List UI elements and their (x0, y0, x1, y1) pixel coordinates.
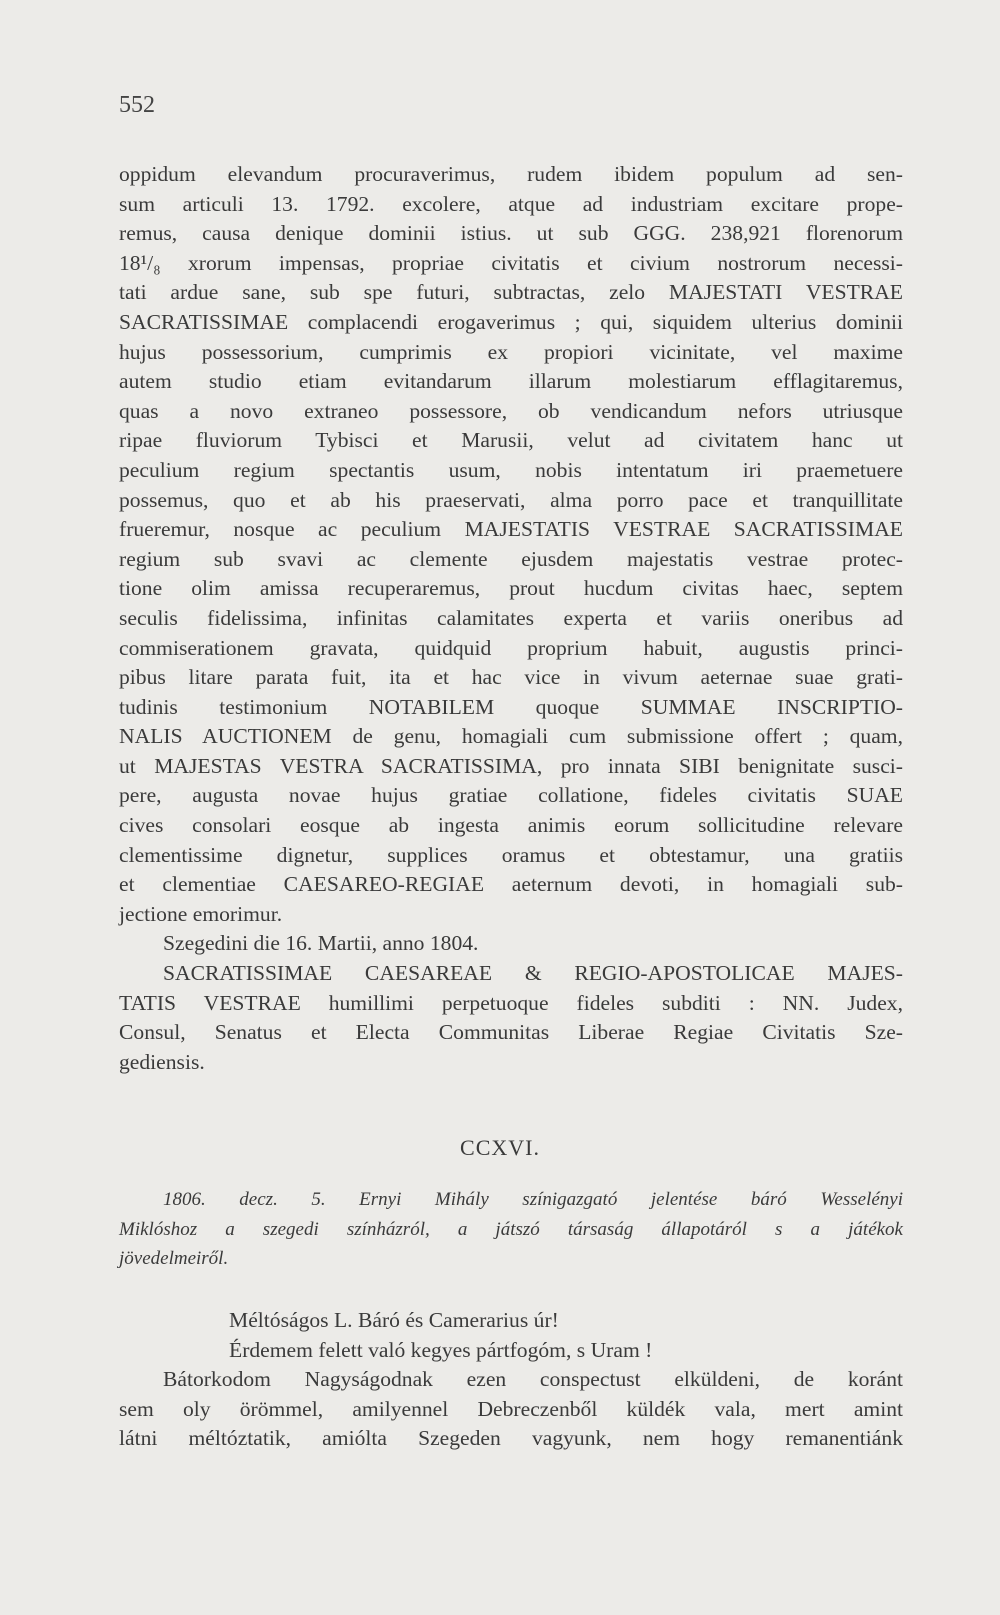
text-line: cives consolari eosque ab ingesta animis eorum sollicitudine relevare (119, 813, 903, 838)
header-line: 1806. decz. 5. Ernyi Mihály színigazgató jelentése báró Wesselényi (163, 1189, 903, 1210)
text-line: et clementiae CAESAREO-REGIAE aeternum devoti, in homagiali sub- (119, 872, 903, 897)
closing-line: Consul, Senatus et Electa Communitas Liberae Regiae Civitatis Sze- (119, 1020, 903, 1045)
closing-line: SACRATISSIMAE CAESAREAE & REGIO-APOSTOLICAE MAJES- (163, 961, 903, 986)
date-line: Szegedini die 16. Martii, anno 1804. (163, 931, 479, 956)
salutation: Érdemem felett való kegyes pártfogóm, s Uram ! (229, 1337, 653, 1362)
text-line: tione olim amissa recuperaremus, prout hucdum civitas haec, septem (119, 576, 903, 601)
text-line: seculis fidelissima, infinitas calamitates experta et variis oneribus ad (119, 605, 903, 630)
text-line: autem studio etiam evitandarum illarum molestiarum efflagitaremus, (119, 369, 903, 394)
text-line: ripae fluviorum Tybisci et Marusii, velut ad civitatem hanc ut (119, 428, 903, 453)
text-line: hujus possessorium, cumprimis ex propiori vicinitate, vel maxime (119, 339, 903, 364)
text-line: oppidum elevandum procuraverimus, rudem ibidem populum ad sen- (119, 162, 903, 186)
text-line: látni méltóztatik, amiólta Szegeden vagyunk, nem hogy remanentiánk (119, 1426, 903, 1451)
text-line: tati ardue sane, sub spe futuri, subtractas, zelo MAJESTATI VESTRAE (119, 280, 903, 305)
header-line: Miklóshoz a szegedi színházról, a játszó társaság állapotáról s a játékok (119, 1218, 903, 1240)
text-line: frueremur, nosque ac peculium MAJESTATIS VESTRAE SACRATISSIMAE (119, 517, 903, 542)
text-line: NALIS AUCTIONEM de genu, homagiali cum submissione offert ; quam, (119, 724, 903, 749)
text-line: jectione emorimur. (119, 901, 283, 926)
closing-line: TATIS VESTRAE humillimi perpetuoque fideles subditi : NN. Judex, (119, 990, 903, 1015)
text-line: SACRATISSIMAE complacendi erogaverimus ; qui, siquidem ulterius dominii (119, 309, 903, 334)
text-line: possemus, quo et ab his praeservati, alma porro pace et tranquillitate (119, 487, 903, 512)
document-header (119, 1185, 903, 1274)
text-line: ut MAJESTAS VESTRA SACRATISSIMA, pro innata SIBI benignitate susci- (119, 753, 903, 778)
text-line: sem oly örömmel, amilyennel Debreczenből küldék vala, mert amint (119, 1396, 903, 1421)
hungarian-letter (119, 1306, 903, 1454)
text-line: pere, augusta novae hujus gratiae collatione, fideles civitatis SUAE (119, 783, 903, 808)
text-line: 18¹/₈ xrorum impensas, propriae civitatis et civium nostrorum necessi- (119, 250, 903, 275)
page-number: 552 (119, 92, 155, 118)
latin-petition-text (119, 160, 903, 1077)
text-line: peculium regium spectantis usum, nobis intentatum iri praemetuere (119, 457, 903, 482)
text-line: remus, causa denique dominii istius. ut sub GGG. 238,921 florenorum (119, 221, 903, 246)
header-line: jövedelmeiről. (119, 1248, 229, 1270)
text-line: regium sub svavi ac clemente ejusdem majestatis vestrae protec- (119, 546, 903, 571)
text-line: Bátorkodom Nagyságodnak ezen conspectust elküldeni, de koránt (163, 1367, 903, 1392)
text-line: tudinis testimonium NOTABILEM quoque SUMMAE INSCRIPTIO- (119, 694, 903, 719)
salutation: Méltóságos L. Báró és Camerarius úr! (229, 1308, 559, 1332)
text-line: quas a novo extraneo possessore, ob vendicandum nefors utriusque (119, 398, 903, 423)
text-line: clementissime dignetur, supplices oramus et obtestamur, una gratiis (119, 842, 903, 867)
text-line: sum articuli 13. 1792. excolere, atque ad industriam excitare prope- (119, 191, 903, 216)
text-line: pibus litare parata fuit, ita et hac vice in vivum aeternae suae grati- (119, 665, 903, 690)
document-number: CCXVI. (460, 1135, 540, 1160)
closing-line: gediensis. (119, 1049, 205, 1074)
text-line: commiserationem gravata, quidquid proprium habuit, augustis princi- (119, 635, 903, 660)
